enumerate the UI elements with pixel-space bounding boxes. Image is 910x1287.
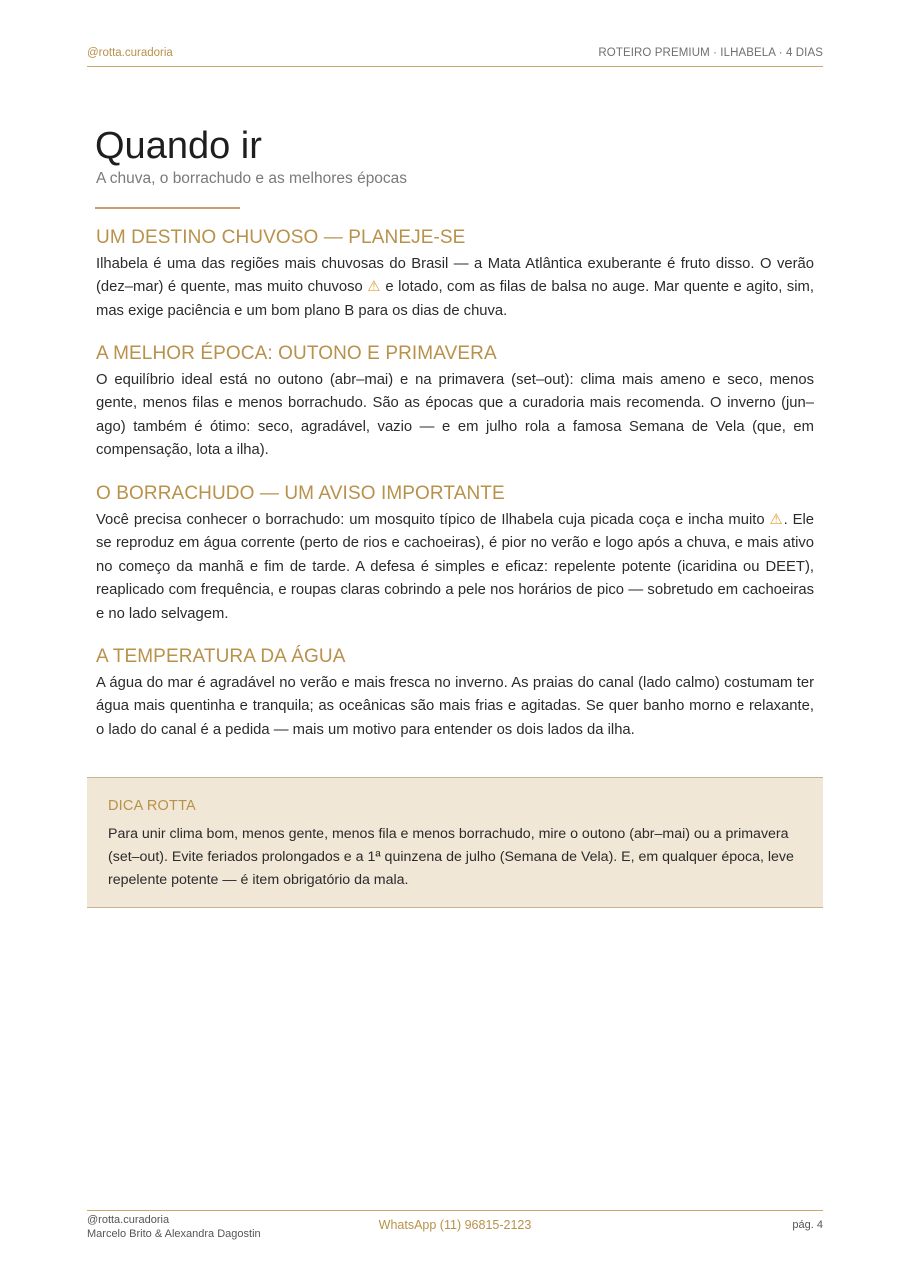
footer-page-number: pág. 4 [792, 1219, 823, 1231]
page-subtitle: A chuva, o borrachudo e as melhores épocas [96, 170, 408, 187]
section-heading-best-season: A MELHOR ÉPOCA: OUTONO E PRIMAVERA [96, 343, 497, 364]
title-divider [95, 207, 240, 209]
footer-authors: Marcelo Brito & Alexandra Dagostin [87, 1227, 261, 1240]
section-heading-borrachudo: O BORRACHUDO — UM AVISO IMPORTANTE [96, 483, 505, 504]
section-text-rain: Ilhabela é uma das regiões mais chuvosas do Brasil — a Mata Atlântica exuberante é fruto disso. O verão (dez–mar) é quente, mas muito chuvoso ⚠ e lotado, com as filas de balsa no auge. Mar quente e agito, sim, mas exige paciência e um bom plano B para os dias de chuva. [96, 256, 814, 319]
section-text-borrachudo: Você precisa conhecer o borrachudo: um mosquito típico de Ilhabela cuja picada coça e incha muito ⚠. Ele se reproduz em água corrente (perto de rios e cachoeiras), é pior no verão e logo após a chuva, e mais ativo no começo da manhã e fim de tarde. A defesa é simples e eficaz: repelente potente (icaridina ou DEET), reaplicado com frequência, e roupas claras cobrindo a pele nos horários de pico — sobretudo em cachoeiras e no lado selvagem. [96, 512, 814, 622]
section-heading-water-temp: A TEMPERATURA DA ÁGUA [96, 646, 346, 667]
page-footer [87, 1210, 823, 1241]
warning-icon: ⚠ [769, 512, 784, 528]
header-handle: @rotta.curadoria [87, 47, 173, 59]
tip-text: Para unir clima bom, menos gente, menos fila e menos borrachudo, mire o outono (abr–mai) ou a primavera (set–out). Evite feriados prolongados e a 1ª quinzena de julho (Semana de Vela). E, em qualquer época, leve repelente potente — é item obrigatório da mala. [108, 826, 794, 888]
tip-box [87, 777, 823, 908]
header-doc-label: ROTEIRO PREMIUM · ILHABELA · 4 DIAS [598, 47, 823, 59]
footer-whatsapp: WhatsApp (11) 96815-2123 [378, 1218, 532, 1232]
tip-heading: DICA ROTTA [108, 798, 196, 814]
section-text-water-temp: A água do mar é agradável no verão e mais fresca no inverno. As praias do canal (lado calmo) costumam ter água mais quentinha e tranquila; as oceânicas são mais frias e agitadas. Se quer banho morno e relaxante, o lado do canal é a pedida — mais um motivo para entender os dois lados da ilha. [96, 675, 814, 738]
warning-icon: ⚠ [367, 279, 381, 296]
section-text-best-season: O equilíbrio ideal está no outono (abr–mai) e na primavera (set–out): clima mais ameno e seco, menos gente, menos filas e menos borrachudo. São as épocas que a curadoria mais recomenda. O inverno (jun–ago) também é ótimo: seco, agradável, vazio — e em julho rola a famosa Semana de Vela (que, em compensação, lota a ilha). [96, 372, 814, 459]
page-title: Quando ir [95, 125, 262, 167]
page-header [87, 46, 823, 67]
footer-handle: @rotta.curadoria [87, 1214, 170, 1226]
section-heading-rain: UM DESTINO CHUVOSO — PLANEJE-SE [96, 227, 466, 248]
